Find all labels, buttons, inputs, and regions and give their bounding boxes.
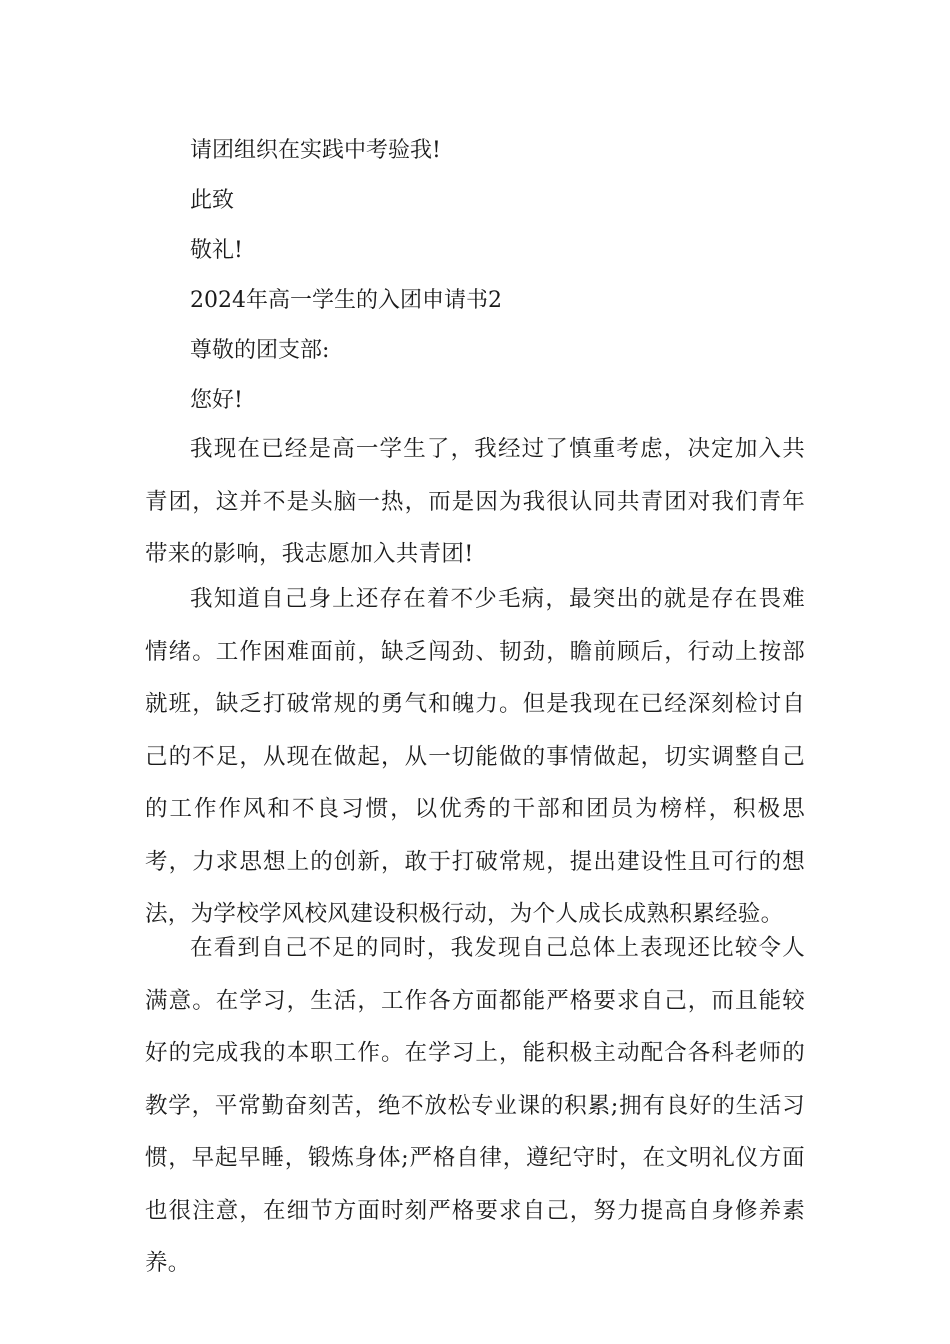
- salutation-jingli: 敬礼!: [190, 238, 243, 263]
- addressee: 尊敬的团支部:: [190, 338, 330, 363]
- paragraph-3: 在看到自己不足的同时，我发现自己总体上表现还比较令人满意。在学习，生活，工作各方面都能严格要求自己，而且能较好的完成我的本职工作。在学习上，能积极主动配合各科老师的教学，平常勤奋刻苦，绝不放松专业课的积累;拥有良好的生活习惯，早起早睡，锻炼身体;严格自律，遵纪守时，在文明礼仪方面也很注意，在细节方面时刻严格要求自己，努力提高自身修养素养。: [145, 935, 805, 1276]
- greeting: 您好!: [190, 388, 243, 413]
- paragraph-2: 我知道自己身上还存在着不少毛病，最突出的就是存在畏难情绪。工作困难面前，缺乏闯劲、韧劲，瞻前顾后，行动上按部就班，缺乏打破常规的勇气和魄力。但是我现在已经深刻检讨自己的不足，从现在做起，从一切能做的事情做起，切实调整自己的工作作风和不良习惯，以优秀的干部和团员为榜样，积极思考，力求思想上的创新，敢于打破常规，提出建设性且可行的想法，为学校学风校风建设积极行动，为个人成长成熟积累经验。: [145, 586, 805, 927]
- salutation-cizhi: 此致: [190, 188, 235, 213]
- closing-line: 请团组织在实践中考验我!: [190, 138, 441, 163]
- section-title: 2024年高一学生的入团申请书2: [190, 288, 502, 313]
- paragraph-1: 我现在已经是高一学生了，我经过了慎重考虑，决定加入共青团，这并不是头脑一热，而是因为我很认同共青团对我们青年带来的影响，我志愿加入共青团!: [145, 436, 805, 567]
